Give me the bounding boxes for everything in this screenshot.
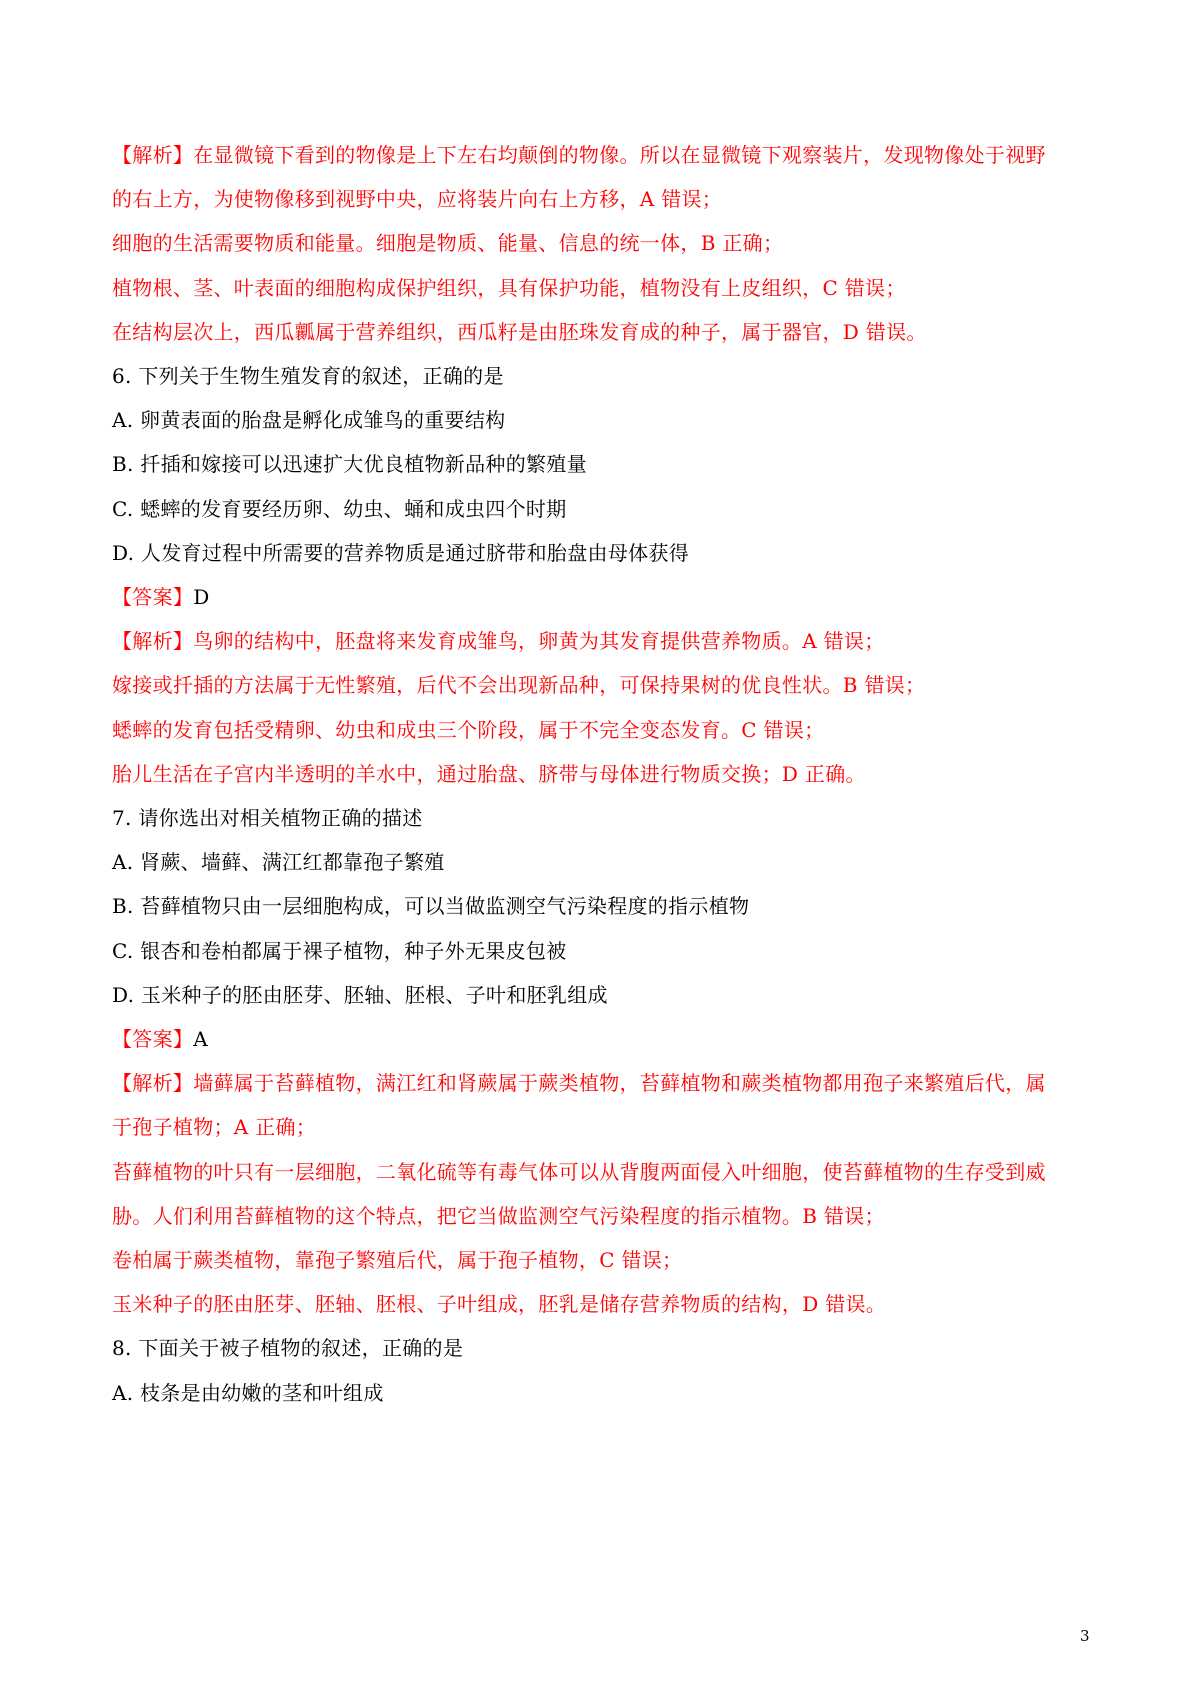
option-line: A. 卵黄表面的胎盘是孵化成雏鸟的重要结构: [112, 408, 506, 433]
analysis-line: 于孢子植物；A 正确；: [112, 1115, 317, 1140]
option-line: C. 蟋蟀的发育要经历卵、幼虫、蛹和成虫四个时期: [112, 496, 567, 521]
analysis-line: 细胞的生活需要物质和能量。细胞是物质、能量、信息的统一体，B 正确；: [112, 231, 784, 256]
answer-line: [112, 585, 1102, 609]
analysis-line: 在结构层次上，西瓜瓤属于营养组织，西瓜籽是由胚珠发育成的种子，属于器官，D 错误。: [112, 319, 927, 344]
analysis-line: 胁。人们利用苔藓植物的这个特点，把它当做监测空气污染程度的指示植物。B 错误；: [112, 1203, 885, 1228]
question-line: 7. 请你选出对相关植物正确的描述: [112, 806, 423, 830]
option-line: B. 苔藓植物只由一层细胞构成，可以当做监测空气污染程度的指示植物: [112, 894, 750, 919]
answer-value: D: [193, 585, 210, 609]
question-line: 6. 下列关于生物生殖发育的叙述，正确的是: [112, 364, 504, 388]
option-line: C. 银杏和卷柏都属于裸子植物，种子外无果皮包被: [112, 938, 567, 963]
page-number: 3: [1080, 1627, 1090, 1645]
option-line: D. 玉米种子的胚由胚芽、胚轴、胚根、子叶和胚乳组成: [112, 982, 608, 1007]
analysis-line: 的右上方，为使物像移到视野中央，应将装片向右上方移，A 错误；: [112, 187, 723, 212]
analysis-line: 【解析】鸟卵的结构中，胚盘将来发育成雏鸟，卵黄为其发育提供营养物质。A 错误；: [112, 629, 885, 654]
option-line: B. 扦插和嫁接可以迅速扩大优良植物新品种的繁殖量: [112, 452, 587, 477]
answer-label: 【答案】: [112, 585, 194, 609]
analysis-line: 苔藓植物的叶只有一层细胞，二氧化硫等有毒气体可以从背腹两面侵入叶细胞，使苔藓植物的生存受到威: [112, 1159, 1046, 1184]
analysis-line: 卷柏属于蕨类植物，靠孢子繁殖后代，属于孢子植物，C 错误；: [112, 1248, 683, 1272]
question-line: 8. 下面关于被子植物的叙述，正确的是: [112, 1336, 464, 1361]
analysis-line: 嫁接或扦插的方法属于无性繁殖，后代不会出现新品种，可保持果树的优良性状。B 错误；: [112, 673, 926, 698]
answer-label: 【答案】: [112, 1027, 194, 1051]
analysis-line: 玉米种子的胚由胚芽、胚轴、胚根、子叶组成，胚乳是储存营养物质的结构，D 错误。: [112, 1292, 887, 1317]
analysis-line: 植物根、茎、叶表面的细胞构成保护组织，具有保护功能，植物没有上皮组织，C 错误；: [112, 275, 906, 300]
analysis-line: 蟋蟀的发育包括受精卵、幼虫和成虫三个阶段，属于不完全变态发育。C 错误；: [112, 717, 825, 742]
option-line: A. 枝条是由幼嫩的茎和叶组成: [112, 1380, 384, 1405]
analysis-line: 【解析】在显微镜下看到的物像是上下左右均颠倒的物像。所以在显微镜下观察装片，发现物像处于视野: [112, 143, 1046, 167]
analysis-line: 【解析】墙藓属于苔藓植物，满江红和肾蕨属于蕨类植物，苔藓植物和蕨类植物都用孢子来繁殖后代，属: [112, 1071, 1046, 1096]
answer-value: A: [193, 1027, 208, 1051]
option-line: A. 肾蕨、墙藓、满江红都靠孢子繁殖: [112, 850, 445, 875]
analysis-line: 胎儿生活在子宫内半透明的羊水中，通过胎盘、脐带与母体进行物质交换；D 正确。: [112, 761, 866, 786]
option-line: D. 人发育过程中所需要的营养物质是通过脐带和胎盘由母体获得: [112, 540, 690, 565]
answer-line: [112, 1027, 1102, 1051]
